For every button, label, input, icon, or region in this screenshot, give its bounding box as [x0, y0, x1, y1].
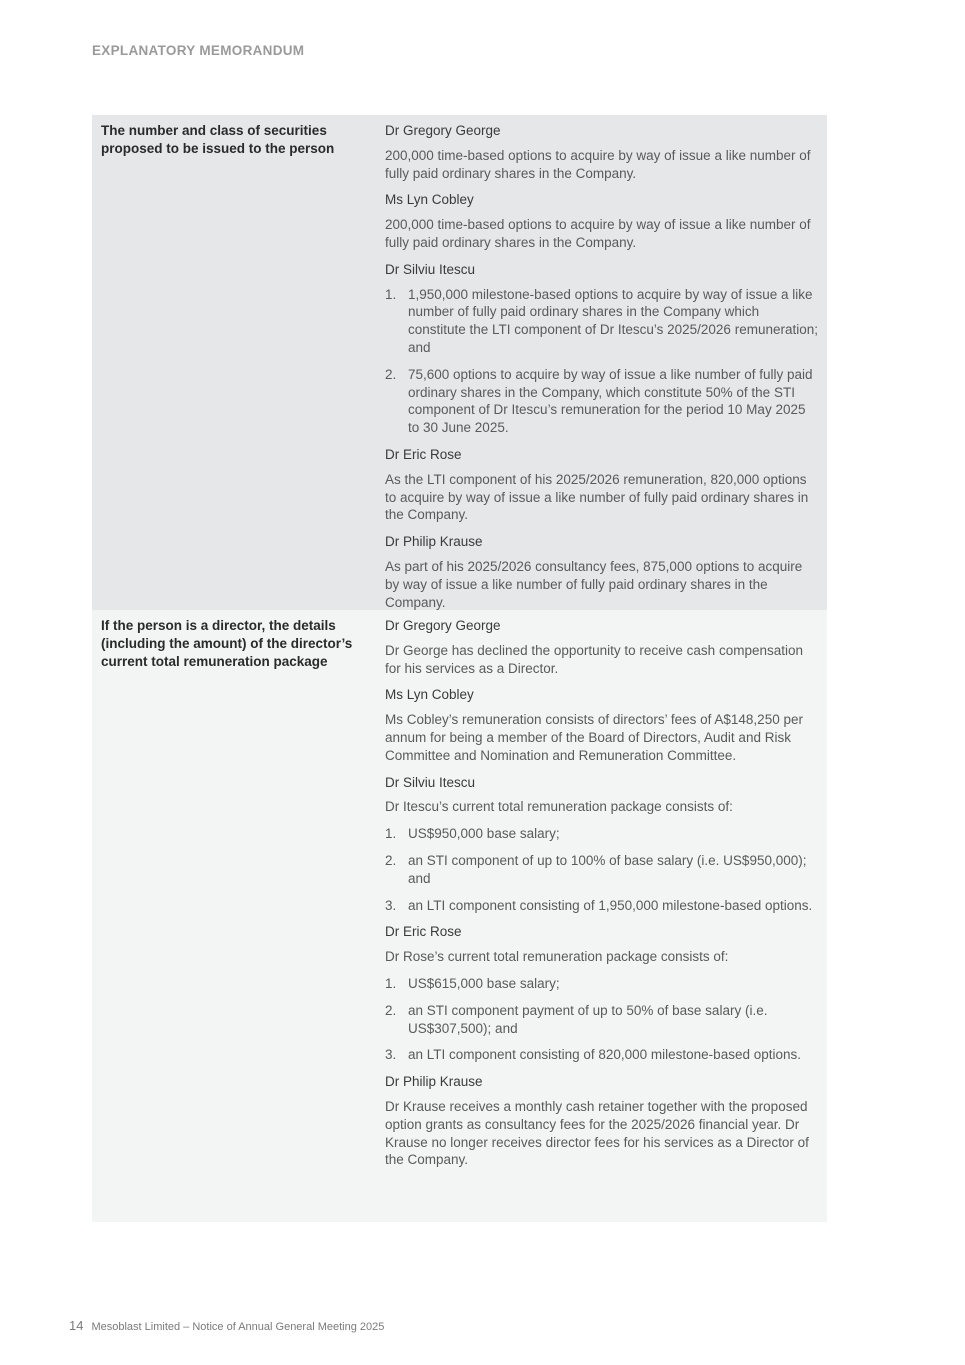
list-item — [385, 975, 819, 993]
entry-text: Dr Krause receives a monthly cash retainer together with the proposed option grants as consultancy fees for the 2025/2026 financial year. Dr Krause no longer receives director fees for his services as a Director of the Company. — [385, 1098, 809, 1168]
entry-silviu-itescu — [385, 261, 819, 437]
director-name: Dr Gregory George — [385, 618, 501, 633]
row-label: If the person is a director, the details (including the amount) of the director’s current total remuneration package — [101, 618, 353, 669]
remuneration-table — [92, 115, 827, 1222]
entry-silviu-itescu — [385, 774, 819, 915]
director-name: Dr Gregory George — [385, 123, 501, 138]
director-name: Dr Silviu Itescu — [385, 774, 476, 790]
list-item — [385, 286, 819, 357]
table-row-securities — [92, 115, 827, 610]
entry-text: 200,000 time-based options to acquire by way of issue a like number of fully paid ordinary shares in the Company. — [385, 217, 811, 250]
list-number: 3. — [385, 1047, 397, 1063]
list-text: 75,600 options to acquire by way of issue a like number of fully paid ordinary shares in the Company, which constitute 50% of the STI component of Dr Itescu’s remuneration for the period 10 May 2025 to 30 June 2025. — [408, 366, 813, 436]
list-number: 1. — [385, 286, 397, 302]
footer-text: Mesoblast Limited – Notice of Annual General Meeting 2025 — [91, 1321, 385, 1333]
list-item — [385, 852, 819, 888]
list-item — [385, 366, 819, 437]
list-number: 3. — [385, 897, 397, 913]
entry-text: 200,000 time-based options to acquire by way of issue a like number of fully paid ordinary shares in the Company. — [385, 147, 811, 181]
entry-gregory-george — [385, 122, 819, 182]
numbered-list — [385, 975, 819, 1064]
table-row-remuneration — [92, 610, 827, 1222]
entry-eric-rose — [385, 923, 819, 1064]
director-name: Dr Silviu Itescu — [385, 261, 476, 277]
entry-text: Ms Cobley’s remuneration consists of directors’ fees of A$148,250 per annum for being a member of the Board of Directors, Audit and Risk Committee and Nomination and Remuneration Committee. — [385, 712, 803, 763]
row-content — [376, 115, 827, 610]
entry-philip-krause — [385, 533, 819, 611]
numbered-list — [385, 286, 819, 437]
page-number: 14 — [69, 1318, 84, 1333]
list-number: 2. — [385, 852, 397, 868]
entry-gregory-george — [385, 617, 819, 677]
row-label: The number and class of securities proposed to be issued to the person — [101, 123, 335, 156]
row-content — [376, 610, 827, 1222]
list-number: 1. — [385, 826, 397, 842]
list-number: 2. — [385, 366, 397, 382]
list-text: US$950,000 base salary; — [408, 826, 560, 842]
list-text: US$615,000 base salary; — [408, 975, 560, 991]
director-name: Ms Lyn Cobley — [385, 687, 474, 703]
director-name: Dr Eric Rose — [385, 446, 462, 462]
entry-text: As the LTI component of his 2025/2026 remuneration, 820,000 options to acquire by way of issue a like number of fully paid ordinary shares in the Company. — [385, 471, 809, 523]
entry-philip-krause — [385, 1073, 819, 1169]
director-name: Dr Philip Krause — [385, 1074, 483, 1090]
list-text: an LTI component consisting of 820,000 milestone-based options. — [408, 1047, 801, 1063]
list-text: 1,950,000 milestone-based options to acquire by way of issue a like number of fully paid ordinary shares in the Company which constitute the LTI component of Dr Itescu’s 2025/2026 remuneration; and — [408, 286, 818, 355]
list-number: 1. — [385, 975, 397, 991]
list-text: an LTI component consisting of 1,950,000 milestone-based options. — [408, 897, 813, 913]
list-text: an STI component payment of up to 50% of base salary (i.e. US$307,500); and — [408, 1002, 768, 1036]
entry-eric-rose — [385, 446, 819, 524]
list-item — [385, 897, 819, 915]
director-name: Dr Philip Krause — [385, 534, 483, 550]
director-name: Dr Eric Rose — [385, 924, 462, 940]
entry-lyn-cobley — [385, 686, 819, 764]
entry-text: Dr George has declined the opportunity to receive cash compensation for his services as a Director. — [385, 642, 803, 676]
numbered-list — [385, 825, 819, 914]
list-item — [385, 1046, 819, 1064]
page-footer — [69, 1318, 384, 1333]
list-item — [385, 825, 819, 843]
director-name: Ms Lyn Cobley — [385, 192, 474, 208]
list-item — [385, 1002, 819, 1038]
entry-lyn-cobley — [385, 191, 819, 251]
entry-text: As part of his 2025/2026 consultancy fees, 875,000 options to acquire by way of issue a like number of fully paid ordinary shares in the Company. — [385, 558, 803, 610]
list-text: an STI component of up to 100% of base salary (i.e. US$950,000); and — [408, 852, 807, 886]
list-number: 2. — [385, 1002, 397, 1018]
entry-text: Dr Rose’s current total remuneration package consists of: — [385, 949, 729, 965]
page-header-title: EXPLANATORY MEMORANDUM — [92, 43, 305, 58]
entry-text: Dr Itescu’s current total remuneration package consists of: — [385, 799, 733, 815]
